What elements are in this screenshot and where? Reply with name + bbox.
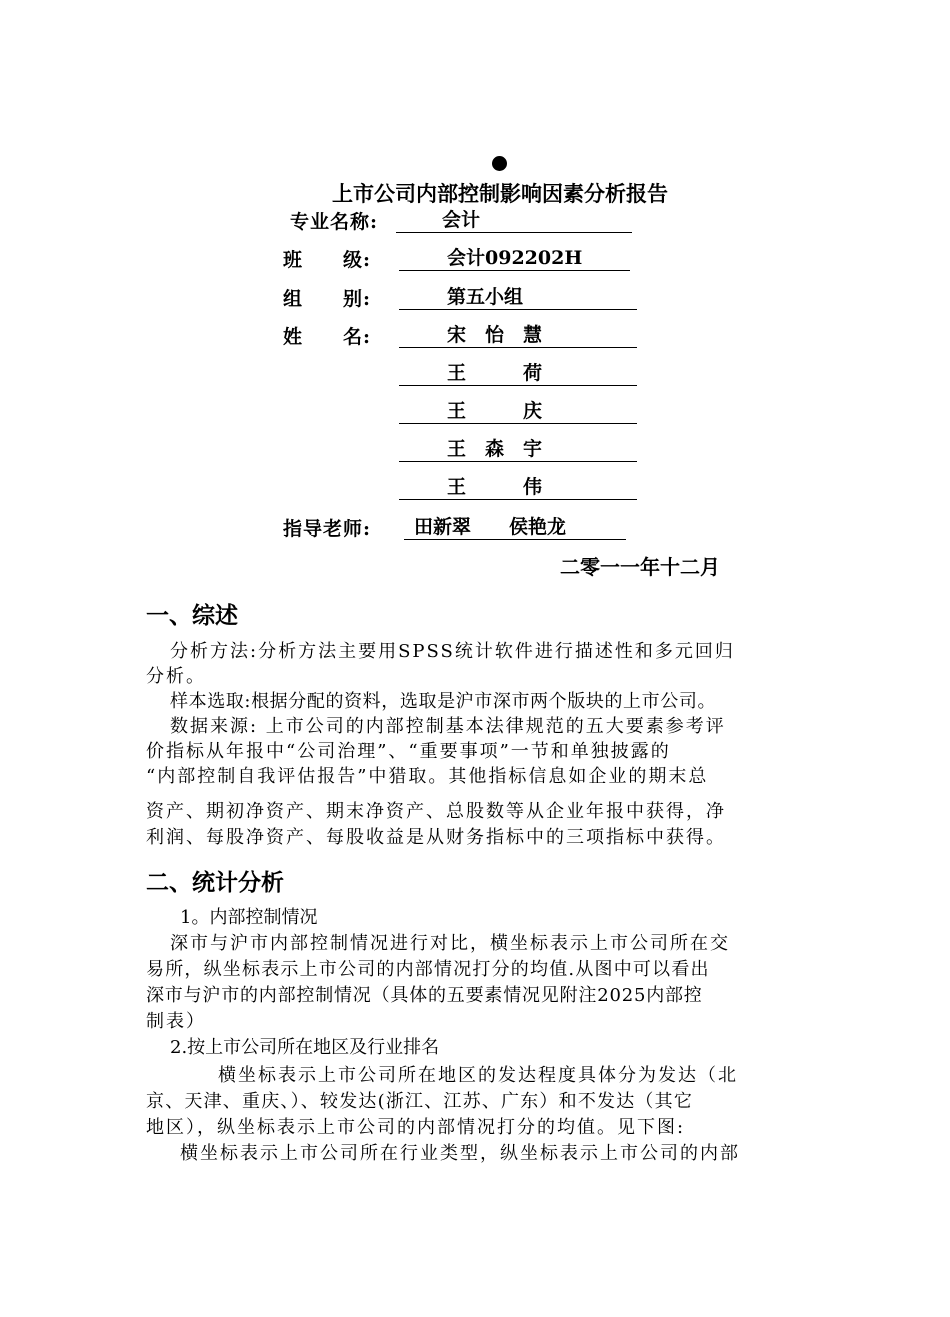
paragraph-line: 深市与沪市内部控制情况进行对比，横坐标表示上市公司所在交 [170,933,730,954]
advisor-value: 田新翠 侯艳龙 [404,514,626,540]
paragraph-line: 制表） [146,1011,206,1032]
paragraph-line: 资产、期初净资产、期末净资产、总股数等从企业年报中获得，净 [146,801,726,822]
report-date: 二零一一年十二月 [560,555,720,579]
subsection-heading: 2.按上市公司所在地区及行业排名 [170,1037,440,1058]
major-label: 专业名称: [290,211,379,233]
class-value: 会计092202H [399,245,630,271]
paragraph-line: 分析。 [146,666,206,687]
paragraph-line: 地区），纵坐标表示上市公司的内部情况打分的均值。见下图: [146,1117,686,1138]
paragraph-line: 深市与沪市的内部控制情况（具体的五要素情况见附注2025内部控 [146,985,703,1006]
member-name: 王 森 宇 [399,436,637,462]
paragraph-line: 利润、每股净资产、每股收益是从财务指标中的三项指标中获得。 [146,827,726,848]
member-name: 宋 怡 慧 [399,322,637,348]
paragraph-line: 京、天津、重庆、）、较发达(浙江、江苏、广东）和不发达（其它 [146,1091,694,1112]
paragraph-line: 样本选取:根据分配的资料，选取是沪市深市两个版块的上市公司。 [170,691,717,712]
advisor-label: 指导老师: [283,518,372,540]
class-label: 班 级: [283,249,372,271]
group-label: 组 别: [283,288,372,310]
major-value: 会计 [396,207,632,233]
paragraph-line: 价指标从年报中“公司治理”、“重要事项”一节和单独披露的 [146,741,671,762]
group-value: 第五小组 [399,284,637,310]
name-label: 姓 名: [283,326,372,348]
paragraph-line: 数据来源: 上市公司的内部控制基本法律规范的五大要素参考评 [170,716,726,737]
member-name: 王 伟 [399,474,637,500]
subsection-heading: 1。内部控制情况 [180,907,318,928]
member-name: 王 荷 [399,360,637,386]
paragraph-line: 分析方法:分析方法主要用SPSS统计软件进行描述性和多元回归 [170,641,735,662]
member-name: 王 庆 [399,398,637,424]
paragraph-line: 横坐标表示上市公司所在行业类型，纵坐标表示上市公司的内部 [180,1143,740,1164]
report-title: 上市公司内部控制影响因素分析报告 [332,182,668,206]
section-heading: 一、综述 [146,602,238,629]
section-heading: 二、统计分析 [146,869,284,896]
title-bullet [492,156,507,171]
paragraph-line: 易所，纵坐标表示上市公司的内部情况打分的均值.从图中可以看出 [146,959,710,980]
paragraph-line: “内部控制自我评估报告”中猎取。其他指标信息如企业的期末总 [146,766,709,787]
paragraph-line: 横坐标表示上市公司所在地区的发达程度具体分为发达（北 [218,1065,738,1086]
